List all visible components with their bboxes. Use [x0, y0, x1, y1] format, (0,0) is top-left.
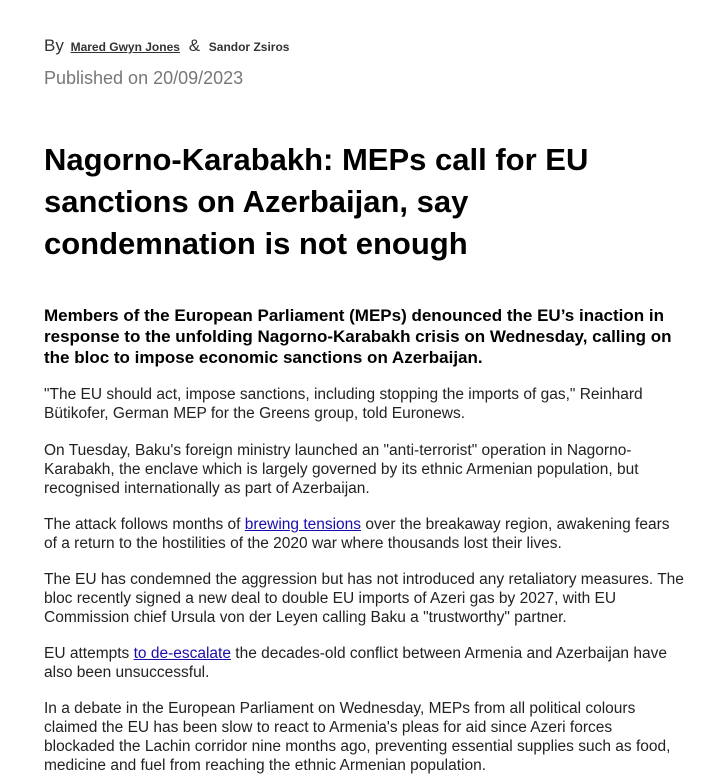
byline-separator: &	[188, 36, 201, 55]
paragraph-6: In a debate in the European Parliament on Wednesday, MEPs from all political colours claimed the EU has been slow to react to Armenia's pleas for aid since Azeri forces blockaded the Lachin corridor nine months ago, preventing essential supplies such as food, medicine and fuel from reaching the ethnic Armenian population.	[44, 700, 671, 774]
byline	[44, 36, 289, 56]
paragraph-3-text-start: The attack follows months of	[44, 516, 245, 533]
paragraph-3-text-end: over the breakaway region, awakening fears of a return to the hostilities of the 2020 war where thousands lost their lives.	[44, 516, 670, 552]
de-escalate-link[interactable]: to de-escalate	[133, 645, 231, 662]
author-link-1[interactable]: Mared Gwyn Jones	[70, 40, 180, 54]
paragraph-5-text-end: the decades-old conflict between Armenia and Azerbaijan have also been unsuccessful.	[44, 645, 667, 681]
paragraph-4: The EU has condemned the aggression but has not introduced any retaliatory measures. The bloc recently signed a new deal to double EU imports of Azeri gas by 2027, with EU Commission chief Ursula von der Leyen calling Baku a "trustworthy" partner.	[44, 571, 684, 626]
author-name-2: Sandor Zsiros	[208, 40, 290, 54]
paragraph-3	[44, 515, 684, 553]
brewing-tensions-link[interactable]: brewing tensions	[244, 516, 362, 533]
byline-prefix: By	[44, 36, 64, 55]
paragraph-2: On Tuesday, Baku's foreign ministry launched an "anti-terrorist" operation in Nagorno-Karabakh, the enclave which is largely governed by its ethnic Armenian population, but recognised internationally as part of Azerbaijan.	[44, 442, 639, 497]
published-date: Published on 20/09/2023	[44, 68, 244, 88]
article-headline: Nagorno-Karabakh: MEPs call for EU sanctions on Azerbaijan, say condemnation is not enough	[44, 142, 589, 261]
paragraph-5	[44, 644, 684, 682]
paragraph-1: "The EU should act, impose sanctions, including stopping the imports of gas," Reinhard Bütikofer, German MEP for the Greens group, told Euronews.	[44, 386, 643, 422]
article-lead: Members of the European Parliament (MEPs) denounced the EU’s inaction in response to the unfolding Nagorno-Karabakh crisis on Wednesday, calling on the bloc to impose economic sanctions on Azerbaijan.	[44, 306, 672, 367]
paragraph-5-text-start: EU attempts	[44, 645, 134, 662]
